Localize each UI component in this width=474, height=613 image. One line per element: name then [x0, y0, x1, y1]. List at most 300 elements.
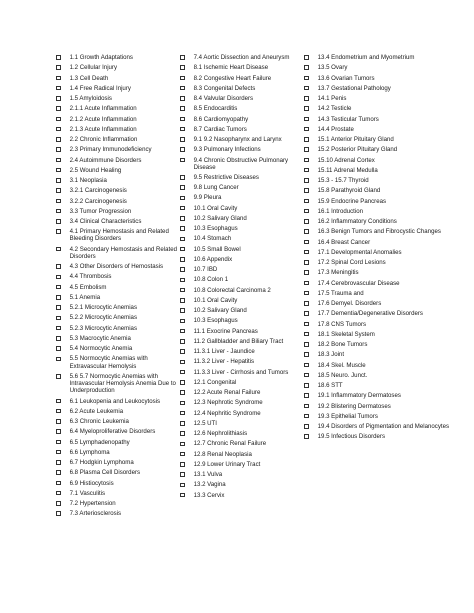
- checkbox[interactable]: [304, 270, 309, 275]
- checkbox[interactable]: [56, 168, 61, 173]
- checklist-item-label: 10.2 Salivary Gland: [193, 214, 247, 222]
- checklist-item: [304, 54, 454, 61]
- checklist-item-label: 13.3 Cervix: [193, 491, 225, 499]
- checkbox[interactable]: [304, 178, 309, 183]
- checklist-item-label: 10.3 Esophagus: [193, 225, 238, 233]
- checklist-item: [180, 116, 304, 123]
- checkbox[interactable]: [304, 404, 309, 409]
- checkbox[interactable]: [180, 55, 185, 60]
- checkbox[interactable]: [180, 390, 185, 395]
- checklist-item-label: 9.4 Chronic Obstructive Pulmonary Disease: [193, 156, 289, 171]
- checklist-item: [56, 418, 184, 425]
- checkbox[interactable]: [180, 442, 185, 447]
- checklist-item-label: 9.8 Lung Cancer: [193, 184, 239, 192]
- checklist-item-label: 16.1 Introduction: [317, 207, 363, 215]
- checkbox[interactable]: [180, 216, 185, 221]
- checklist-item-label: 16.2 Inflammatory Conditions: [317, 218, 397, 225]
- checklist-item: [304, 362, 454, 369]
- checklist-column-2: [180, 54, 304, 502]
- checkbox[interactable]: [56, 96, 61, 101]
- checklist-item: [180, 256, 304, 263]
- checkbox[interactable]: [56, 178, 61, 183]
- checklist-item: [180, 194, 304, 201]
- checklist-item-label: 10.6 Appendix: [193, 255, 233, 263]
- checklist-item-label: 12.4 Nephritic Syndrome: [193, 409, 261, 417]
- checkbox[interactable]: [180, 158, 185, 163]
- checklist-item-label: 9.3 Pulmonary Infections: [193, 146, 261, 154]
- checkbox[interactable]: [304, 393, 309, 398]
- checkbox[interactable]: [180, 411, 185, 416]
- checklist-item: [56, 355, 184, 369]
- checklist-item: [180, 174, 304, 181]
- checklist-item-label: 4.3 Other Disorders of Hemostasis: [69, 263, 164, 271]
- checklist-item: [56, 345, 184, 352]
- checklist-item: [180, 266, 304, 273]
- checkbox[interactable]: [180, 185, 185, 190]
- checkbox[interactable]: [304, 363, 309, 368]
- checklist-item-label: 8.4 Valvular Disorders: [193, 95, 254, 102]
- checkbox[interactable]: [304, 65, 309, 70]
- checkbox[interactable]: [304, 147, 309, 152]
- checklist-item-label: 9.9 Pleura: [193, 194, 222, 202]
- checkbox[interactable]: [180, 319, 185, 324]
- checklist-item: [304, 187, 454, 194]
- checklist-item: [180, 215, 304, 222]
- checklist-item: [304, 433, 454, 440]
- checkbox[interactable]: [304, 219, 309, 224]
- checklist-item: [56, 105, 184, 112]
- checkbox[interactable]: [304, 96, 309, 101]
- checklist-item-label: 5.2.3 Microcytic Anemias: [69, 324, 137, 332]
- checkbox[interactable]: [180, 462, 185, 467]
- checklist-item-label: 7.1 Vasculitis: [69, 489, 106, 497]
- checkbox[interactable]: [304, 199, 309, 204]
- checklist-item: [180, 328, 304, 335]
- checkbox[interactable]: [180, 247, 185, 252]
- checklist-item-label: 6.6 Lymphoma: [69, 448, 110, 456]
- checklist-item-label: 18.1 Skeletal System: [317, 330, 375, 338]
- checkbox[interactable]: [304, 424, 309, 429]
- checkbox[interactable]: [304, 352, 309, 357]
- checkbox[interactable]: [180, 267, 185, 272]
- checklist-item-label: 14.1 Penis: [317, 95, 347, 102]
- checklist-item-label: 17.3 Meningitis: [317, 269, 359, 277]
- checkbox[interactable]: [304, 127, 309, 132]
- checkbox[interactable]: [180, 278, 185, 283]
- checkbox[interactable]: [180, 308, 185, 313]
- checklist-item: [180, 126, 304, 133]
- checklist-item-label: 3.1 Neoplasia: [69, 177, 107, 184]
- checklist-item: [304, 321, 454, 328]
- checkbox[interactable]: [180, 96, 185, 101]
- checkbox[interactable]: [180, 360, 185, 365]
- checklist-item-label: 9.5 Restrictive Diseases: [193, 173, 259, 181]
- checklist-item: [304, 290, 454, 297]
- checklist-item-label: 12.5 UTI: [193, 419, 217, 427]
- checklist-item-label: 4.5 Embolism: [69, 283, 107, 291]
- checklist-item-label: 1.1 Growth Adaptations: [69, 54, 133, 61]
- checkbox[interactable]: [56, 481, 61, 486]
- checklist-item: [56, 294, 184, 301]
- checklist-item-label: 13.4 Endometrium and Myometrium: [317, 54, 415, 61]
- checklist-item: [56, 273, 184, 280]
- checkbox[interactable]: [304, 373, 309, 378]
- checklist-item: [180, 399, 304, 406]
- checklist-item: [180, 440, 304, 447]
- checklist-item-label: 16.3 Benign Tumors and Fibrocystic Changes: [317, 228, 441, 236]
- checklist-item: [180, 95, 304, 102]
- checkbox[interactable]: [180, 298, 185, 303]
- checkbox[interactable]: [304, 301, 309, 306]
- checkbox[interactable]: [180, 206, 185, 211]
- checkbox[interactable]: [56, 409, 61, 414]
- checklist-item-label: 14.2 Testicle: [317, 105, 352, 113]
- checklist-item-label: 17.2 Spinal Cord Lesions: [317, 259, 386, 266]
- checkbox[interactable]: [304, 158, 309, 163]
- checklist-item: [56, 218, 184, 225]
- checklist-item: [304, 310, 454, 317]
- checklist-item: [180, 205, 304, 212]
- checkbox[interactable]: [180, 106, 185, 111]
- checklist-item-label: 5.3 Macrocytic Anemia: [69, 334, 131, 342]
- checklist-item: [56, 263, 184, 270]
- checklist-item-label: 3.2.1 Carcinogenesis: [69, 187, 127, 195]
- checklist-item: [304, 95, 454, 102]
- checkbox[interactable]: [304, 168, 309, 173]
- checkbox[interactable]: [180, 226, 185, 231]
- checkbox[interactable]: [56, 460, 61, 465]
- checklist-item: [180, 461, 304, 468]
- checklist-item: [180, 451, 304, 458]
- checklist-item-label: 10.2 Salivary Gland: [193, 307, 247, 315]
- checkbox[interactable]: [180, 76, 185, 81]
- checklist-item-label: 2.1.1 Acute Inflammation: [69, 105, 137, 113]
- checklist-item: [304, 85, 454, 92]
- checklist-item-label: 12.9 Lower Urinary Tract: [193, 460, 261, 468]
- checklist-item-label: 6.3 Chronic Leukemia: [69, 418, 129, 426]
- checkbox[interactable]: [56, 86, 61, 91]
- checkbox[interactable]: [304, 76, 309, 81]
- checkbox[interactable]: [56, 199, 61, 204]
- checkbox[interactable]: [304, 414, 309, 419]
- checklist-item: [56, 228, 184, 242]
- checkbox[interactable]: [56, 264, 61, 269]
- checkbox[interactable]: [56, 295, 61, 300]
- checkbox[interactable]: [180, 117, 185, 122]
- checklist-item: [56, 116, 184, 123]
- checklist-item: [304, 372, 454, 379]
- checkbox[interactable]: [304, 86, 309, 91]
- checklist-item: [180, 338, 304, 345]
- checkbox[interactable]: [180, 137, 185, 142]
- checkbox[interactable]: [180, 147, 185, 152]
- checkbox[interactable]: [56, 450, 61, 455]
- checklist-item-label: 6.5 Lymphadenopathy: [69, 438, 130, 446]
- checklist-item: [304, 382, 454, 389]
- checklist-item: [180, 481, 304, 488]
- checklist-item-label: 3.3 Tumor Progression: [69, 207, 132, 215]
- checkbox[interactable]: [304, 332, 309, 337]
- checkbox[interactable]: [180, 472, 185, 477]
- checklist-item-label: 5.4 Normocytic Anemia: [69, 345, 133, 353]
- checkbox[interactable]: [56, 501, 61, 506]
- checkbox[interactable]: [56, 511, 61, 516]
- checkbox[interactable]: [180, 339, 185, 344]
- checklist-item-label: 19.2 Blistering Dermatoses: [317, 402, 391, 410]
- checklist-item-label: 7.2 Hypertension: [69, 500, 116, 508]
- checkbox[interactable]: [304, 260, 309, 265]
- checklist-item: [180, 287, 304, 294]
- checkbox[interactable]: [56, 65, 61, 70]
- checklist-item: [56, 198, 184, 205]
- checklist-item-label: 3.2.2 Carcinogenesis: [69, 197, 127, 205]
- checklist-column-1: [56, 54, 184, 521]
- checklist-item: [304, 146, 454, 153]
- checklist-item: [56, 95, 184, 102]
- checklist-item: [180, 184, 304, 191]
- checklist-item-label: 10.1 Oral Cavity: [193, 204, 238, 212]
- checklist-item-label: 12.3 Nephrotic Syndrome: [193, 399, 263, 407]
- checkbox[interactable]: [180, 127, 185, 132]
- checklist-item: [304, 392, 454, 399]
- checklist-item: [56, 428, 184, 435]
- checklist-item-label: 5.2.2 Microcytic Anemias: [69, 314, 137, 322]
- checklist-item: [180, 297, 304, 304]
- checkbox[interactable]: [304, 137, 309, 142]
- checklist-item: [56, 187, 184, 194]
- checkbox[interactable]: [56, 326, 61, 331]
- checkbox[interactable]: [304, 250, 309, 255]
- checklist-item-label: 8.5 Endocarditis: [193, 105, 238, 113]
- checklist-item: [304, 269, 454, 276]
- checkbox[interactable]: [180, 175, 185, 180]
- checklist-item: [304, 105, 454, 112]
- checkbox[interactable]: [304, 291, 309, 296]
- checklist-item-label: 1.2 Cellular Injury: [69, 64, 118, 72]
- checkbox[interactable]: [56, 137, 61, 142]
- checklist-item: [180, 410, 304, 417]
- checklist-item-label: 13.5 Ovary: [317, 64, 348, 72]
- checkbox[interactable]: [304, 281, 309, 286]
- checkbox[interactable]: [304, 434, 309, 439]
- checklist-item-label: 17.5 Trauma and: [317, 289, 364, 297]
- checklist-item-label: 18.6 STT: [317, 382, 343, 389]
- checklist-item: [180, 317, 304, 324]
- checklist-column-3: [304, 54, 454, 444]
- checklist-item: [304, 198, 454, 205]
- checklist-item: [56, 157, 184, 164]
- checklist-item: [56, 439, 184, 446]
- checklist-item: [304, 341, 454, 348]
- checklist-item-label: 17.4 Cerebrovascular Disease: [317, 279, 400, 287]
- checklist-item-label: 5.1 Anemia: [69, 293, 101, 301]
- checkbox[interactable]: [180, 452, 185, 457]
- checklist-item-label: 12.1 Congenital: [193, 378, 237, 386]
- checklist-item-label: 18.2 Bone Tumors: [317, 341, 368, 348]
- checklist-item: [56, 500, 184, 507]
- checklist-item: [180, 379, 304, 386]
- checklist-item: [180, 492, 304, 499]
- checklist-item: [304, 208, 454, 215]
- checklist-item-label: 6.1 Leukopenia and Leukocytosis: [69, 397, 161, 405]
- checklist-item: [180, 348, 304, 355]
- checklist-item: [56, 208, 184, 215]
- checklist-item-label: 8.1 Ischemic Heart Disease: [193, 64, 269, 72]
- checkbox[interactable]: [304, 342, 309, 347]
- checklist-item-label: 6.7 Hodgkin Lymphoma: [69, 459, 134, 467]
- checkbox[interactable]: [56, 346, 61, 351]
- checkbox[interactable]: [56, 147, 61, 152]
- checkbox[interactable]: [56, 247, 61, 252]
- checklist-item: [304, 259, 454, 266]
- checklist-item-label: 2.2 Chronic Inflammation: [69, 136, 138, 143]
- checklist-item: [304, 167, 454, 174]
- checklist-item: [180, 54, 304, 61]
- checklist-item-label: 10.4 Stomach: [193, 235, 232, 243]
- checkbox[interactable]: [180, 401, 185, 406]
- checklist-item-label: 13.1 Vulva: [193, 471, 223, 479]
- checkbox[interactable]: [180, 421, 185, 426]
- checklist-item: [180, 307, 304, 314]
- checklist-item: [56, 398, 184, 405]
- checklist-item-label: 12.7 Chronic Renal Failure: [193, 440, 267, 448]
- checklist-item: [56, 304, 184, 311]
- checklist-item: [180, 225, 304, 232]
- checkbox[interactable]: [56, 491, 61, 496]
- checklist-item-label: 3.4 Clinical Characteristics: [69, 218, 142, 225]
- checklist-item-label: 11.3.3 Liver - Cirrhosis and Tumors: [193, 368, 289, 376]
- checklist-item: [180, 369, 304, 376]
- checklist-item: [180, 358, 304, 365]
- checklist-item-label: 15.9 Endocrine Pancreas: [317, 197, 387, 205]
- checklist-item: [180, 105, 304, 112]
- checklist-item: [304, 239, 454, 246]
- checklist-item: [56, 449, 184, 456]
- checkbox[interactable]: [56, 55, 61, 60]
- checkbox[interactable]: [180, 86, 185, 91]
- checklist-item-label: 10.3 Esophagus: [193, 317, 238, 325]
- checklist-item-label: 15.10 Adrenal Cortex: [317, 156, 375, 164]
- checklist-item-label: 4.2 Secondary Hemostasis and Related Disorders: [69, 245, 177, 260]
- checkbox[interactable]: [56, 357, 61, 362]
- checklist-item: [180, 420, 304, 427]
- checkbox[interactable]: [304, 322, 309, 327]
- checklist-item: [56, 490, 184, 497]
- checklist-item: [304, 218, 454, 225]
- checklist-item-label: 14.3 Testicular Tumors: [317, 115, 379, 123]
- checklist-item: [304, 351, 454, 358]
- checkbox[interactable]: [180, 329, 185, 334]
- checkbox[interactable]: [56, 374, 61, 379]
- checklist-item-label: 15.11 Adrenal Medulla: [317, 166, 378, 174]
- checklist-item-label: 11.1 Exocrine Pancreas: [193, 327, 258, 335]
- checkbox[interactable]: [304, 209, 309, 214]
- checkbox[interactable]: [56, 275, 61, 280]
- checkbox[interactable]: [180, 237, 185, 242]
- checklist-item-label: 14.4 Prostate: [317, 125, 354, 133]
- checkbox[interactable]: [304, 188, 309, 193]
- checklist-item: [304, 157, 454, 164]
- checkbox[interactable]: [56, 106, 61, 111]
- checklist-item: [304, 64, 454, 71]
- checklist-item: [56, 167, 184, 174]
- checklist-item-label: 6.8 Plasma Cell Disorders: [69, 469, 141, 477]
- checkbox[interactable]: [180, 493, 185, 498]
- checkbox[interactable]: [180, 380, 185, 385]
- checklist-item-label: 1.5 Amyloidosis: [69, 95, 112, 102]
- checkbox[interactable]: [180, 65, 185, 70]
- checkbox[interactable]: [56, 470, 61, 475]
- checkbox[interactable]: [180, 370, 185, 375]
- checkbox[interactable]: [304, 240, 309, 245]
- checklist-item: [56, 335, 184, 342]
- checklist-item-label: 17.1 Developmental Anomalies: [317, 248, 402, 256]
- checklist-item-label: 17.7 Dementia/Degenerative Disorders: [317, 310, 423, 318]
- checkbox[interactable]: [304, 117, 309, 122]
- checkbox[interactable]: [180, 349, 185, 354]
- checkbox[interactable]: [56, 188, 61, 193]
- checklist-item-label: 2.1.3 Acute Inflammation: [69, 125, 137, 133]
- checkbox[interactable]: [304, 55, 309, 60]
- checkbox[interactable]: [304, 383, 309, 388]
- checklist-item-label: 15.1 Anterior Pituitary Gland: [317, 136, 394, 143]
- checkbox[interactable]: [56, 399, 61, 404]
- checkbox[interactable]: [56, 158, 61, 163]
- checkbox[interactable]: [180, 257, 185, 262]
- checkbox[interactable]: [56, 336, 61, 341]
- checkbox[interactable]: [304, 229, 309, 234]
- checkbox[interactable]: [56, 440, 61, 445]
- checklist-item-label: 11.3.2 Liver - Hepatitis: [193, 358, 255, 366]
- checkbox[interactable]: [304, 311, 309, 316]
- checklist-item-label: 16.4 Breast Cancer: [317, 238, 371, 246]
- checkbox[interactable]: [56, 285, 61, 290]
- checklist-item-label: 18.3 Joint: [317, 351, 345, 359]
- checkbox[interactable]: [304, 106, 309, 111]
- checkbox[interactable]: [180, 288, 185, 293]
- checkbox[interactable]: [56, 305, 61, 310]
- checklist-item: [56, 126, 184, 133]
- checkbox[interactable]: [56, 76, 61, 81]
- checklist-item-label: 15.3 - 15.7 Thyroid: [317, 177, 369, 184]
- checkbox[interactable]: [56, 419, 61, 424]
- checkbox[interactable]: [180, 196, 185, 201]
- checklist-item: [56, 314, 184, 321]
- checkbox[interactable]: [56, 219, 61, 224]
- checklist-item-label: 17.8 CNS Tumors: [317, 320, 367, 328]
- checkbox[interactable]: [56, 229, 61, 234]
- checklist-item-label: 7.3 Arteriosclerosis: [69, 510, 122, 518]
- checklist-item-label: 11.3.1 Liver - Jaundice: [193, 348, 255, 356]
- checkbox[interactable]: [56, 209, 61, 214]
- checklist-item-label: 13.7 Gestational Pathology: [317, 84, 391, 92]
- checklist-item-label: 13.2 Vagina: [193, 481, 226, 489]
- checklist-item: [180, 430, 304, 437]
- checklist-item: [304, 280, 454, 287]
- checklist-item-label: 4.4 Thrombosis: [69, 273, 112, 281]
- checklist-item-label: 9.1 9.2 Nasopharynx and Larynx: [193, 136, 282, 143]
- checkbox[interactable]: [180, 483, 185, 488]
- checkbox[interactable]: [56, 316, 61, 321]
- checklist-item-label: 2.4 Autoimmune Disorders: [69, 156, 142, 164]
- checklist-item: [56, 284, 184, 291]
- checkbox[interactable]: [56, 429, 61, 434]
- checkbox[interactable]: [56, 117, 61, 122]
- checklist-item-label: 17.6 Demyel. Disorders: [317, 300, 382, 307]
- checklist-item-label: 15.8 Parathyroid Gland: [317, 187, 381, 195]
- checkbox[interactable]: [56, 127, 61, 132]
- checkbox[interactable]: [180, 431, 185, 436]
